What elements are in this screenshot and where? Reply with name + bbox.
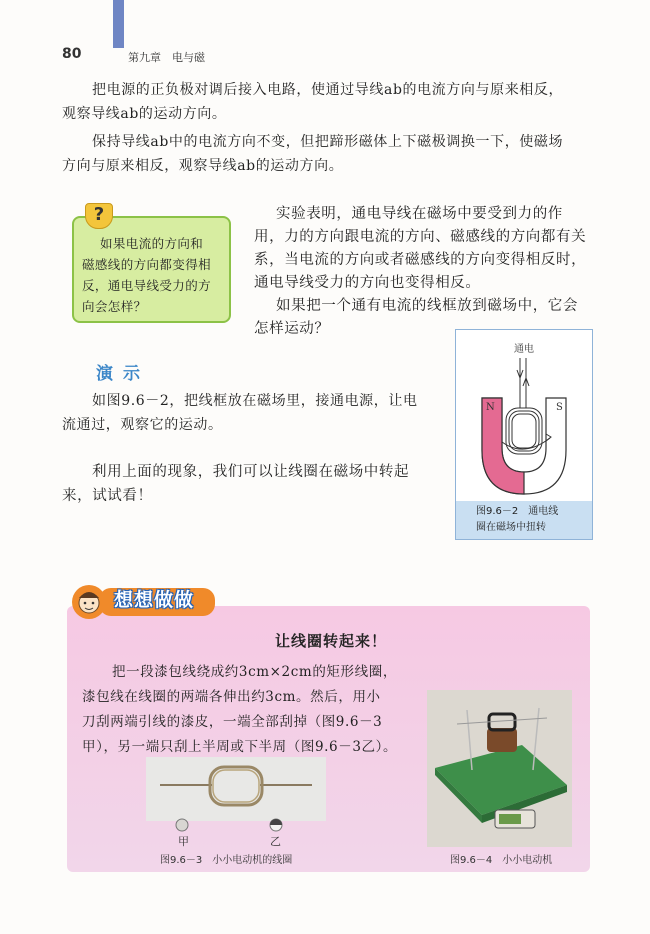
- figure-9-6-2-caption: [456, 501, 592, 539]
- demo-heading: 演示: [96, 364, 150, 384]
- rectangular-coil-image: [146, 757, 326, 821]
- small-motor-image: [427, 690, 572, 847]
- paragraph-4-line-2: 怎样运动？: [254, 321, 330, 337]
- figure-9-6-4-photo: [427, 690, 572, 847]
- page-number: 80: [62, 46, 82, 62]
- paragraph-4-line-1: 如果把一个通有电流的线框放到磁场中，它会: [276, 298, 578, 314]
- label-n-pole: N: [486, 402, 495, 413]
- question-mark-icon: ?: [85, 203, 113, 229]
- chapter-title: 第九章 电与磁: [128, 51, 205, 64]
- figure-9-6-3-photo: [146, 757, 326, 821]
- paragraph-1-line-1: 把电源的正负极对调后接入电路，使通过导线ab的电流方向与原来相反，: [92, 82, 564, 98]
- paragraph-3-line-2: 用，力的方向跟电流的方向、磁感线的方向都有关: [254, 229, 587, 245]
- question-line-2: 磁感线的方向都变得相: [82, 257, 212, 272]
- figure-9-6-4-caption: 图9.6－4 小小电动机: [450, 855, 553, 866]
- task-line-2: 漆包线在线圈的两端各伸出约3cm。然后，用小: [82, 689, 381, 705]
- task-title: 让线圈转起来！: [275, 632, 388, 650]
- demo-line-2: 流通过，观察它的运动。: [62, 417, 223, 433]
- task-line-4: 甲），另一端只刮上半周或下半周（图9.6－3乙）。: [82, 739, 398, 755]
- figure-9-6-3-caption: 图9.6－3 小小电动机的线圈: [160, 855, 293, 866]
- coil-in-magnet-diagram: [456, 330, 592, 502]
- paragraph-3-line-1: 实验表明，通电导线在磁场中要受到力的作: [276, 206, 563, 222]
- paragraph-2-line-1: 保持导线ab中的电流方向不变，但把蹄形磁体上下磁极调换一下，使磁场: [92, 134, 564, 150]
- wire-end-a-icon: [176, 819, 188, 831]
- label-s-pole: S: [556, 402, 563, 413]
- task-line-1: 把一段漆包线绕成约3cm×2cm的矩形线圈，: [112, 664, 397, 680]
- try-line-2: 来，试试看！: [62, 488, 153, 504]
- task-line-3: 刀刮两端引线的漆皮，一端全部刮掉（图9.6－3: [82, 714, 383, 730]
- label-yi: 乙: [270, 835, 281, 848]
- caption-line-2: 圈在磁场中扭转: [476, 522, 546, 533]
- coil-loop-3: [512, 414, 536, 448]
- question-line-1: 如果电流的方向和: [100, 236, 204, 251]
- try-line-1: 利用上面的现象，我们可以让线圈在磁场中转起: [92, 464, 410, 480]
- demo-line-1: 如图9.6－2，把线框放在磁场里，接通电源，让电: [92, 393, 418, 409]
- caption-line-1: 图9.6－2 通电线: [476, 506, 559, 517]
- paragraph-2-line-2: 方向与原来相反，观察导线ab的运动方向。: [62, 158, 344, 174]
- paragraph-3-line-4: 通电导线受力的方向也变得相反。: [254, 275, 481, 291]
- question-box: [72, 216, 231, 323]
- think-do-title: 想想做做: [114, 589, 195, 611]
- chapter-color-bar: [113, 0, 124, 48]
- wire-end-markers: [172, 817, 302, 833]
- question-line-3: 反，通电导线受力的方: [82, 278, 212, 293]
- paragraph-1-line-2: 观察导线ab的运动方向。: [62, 106, 227, 122]
- label-jia: 甲: [178, 835, 189, 848]
- question-line-4: 向会怎样？: [82, 299, 147, 314]
- paragraph-3-line-3: 系，当电流的方向或者磁感线的方向变得相反时，: [254, 252, 587, 268]
- label-power-on: 通电: [514, 344, 534, 355]
